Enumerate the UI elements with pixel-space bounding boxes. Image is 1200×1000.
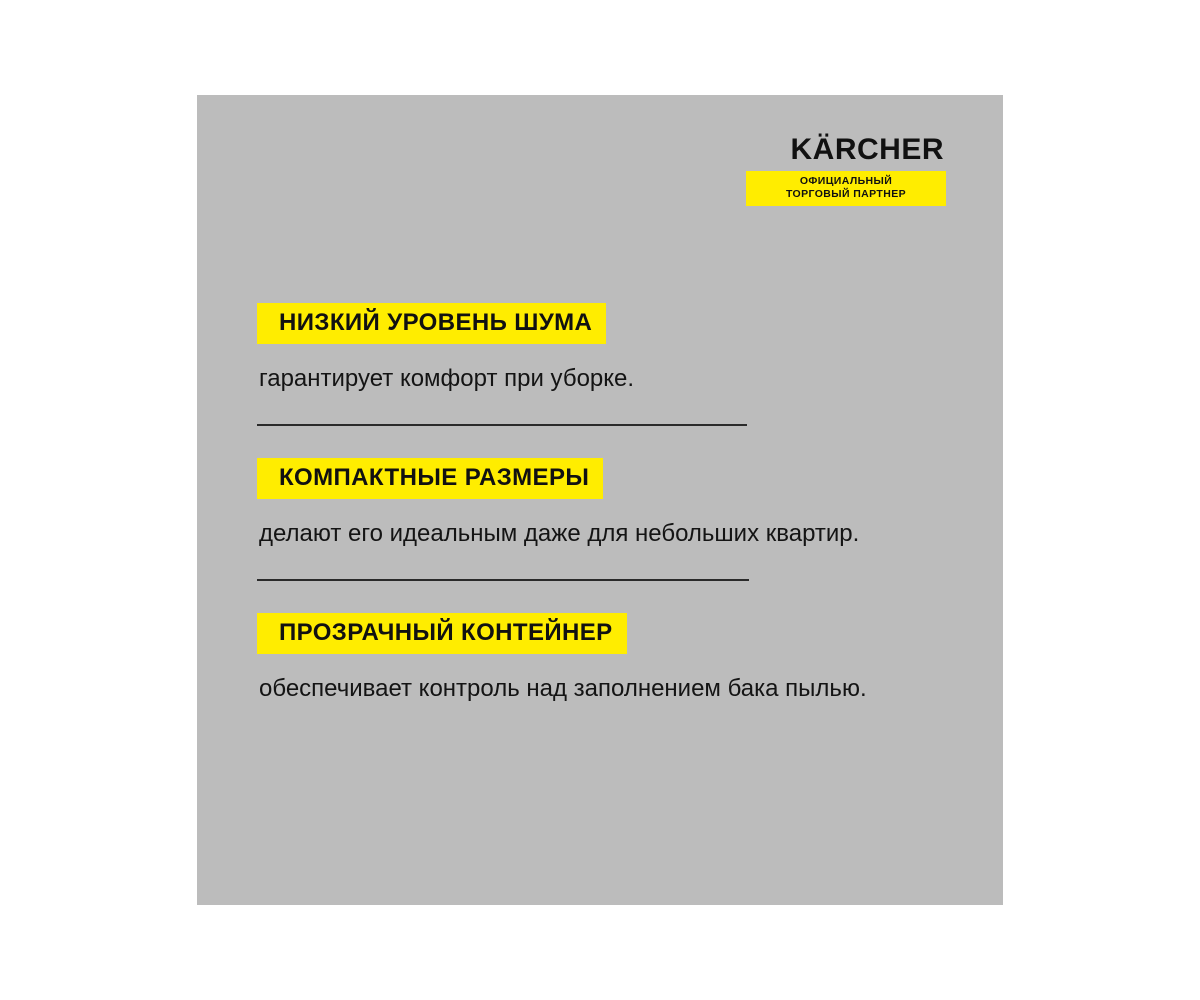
feature-heading: ПРОЗРАЧНЫЙ КОНТЕЙНЕР [257,613,627,654]
feature-heading: КОМПАКТНЫЕ РАЗМЕРЫ [257,458,603,499]
partner-badge [746,171,946,206]
feature-divider [257,424,747,426]
feature-list [257,303,947,704]
feature-text: гарантирует комфорт при уборке. [259,365,635,392]
partner-badge-line-1: ОФИЦИАЛЬНЫЙ [799,175,893,187]
feature-item [257,613,947,704]
feature-item [257,303,947,394]
feature-text: делают его идеальным даже для небольших квартир. [259,520,860,547]
partner-badge-line-2: ТОРГОВЫЙ ПАРТНЕР [785,188,907,201]
brand-wordmark: KÄRCHER [790,133,944,166]
feature-divider [257,579,749,581]
feature-panel [197,95,1003,905]
brand-logo [746,135,946,206]
feature-heading: НИЗКИЙ УРОВЕНЬ ШУМА [257,303,606,344]
feature-item [257,458,947,549]
feature-text: обеспечивает контроль над заполнением бака пылью. [259,675,867,702]
